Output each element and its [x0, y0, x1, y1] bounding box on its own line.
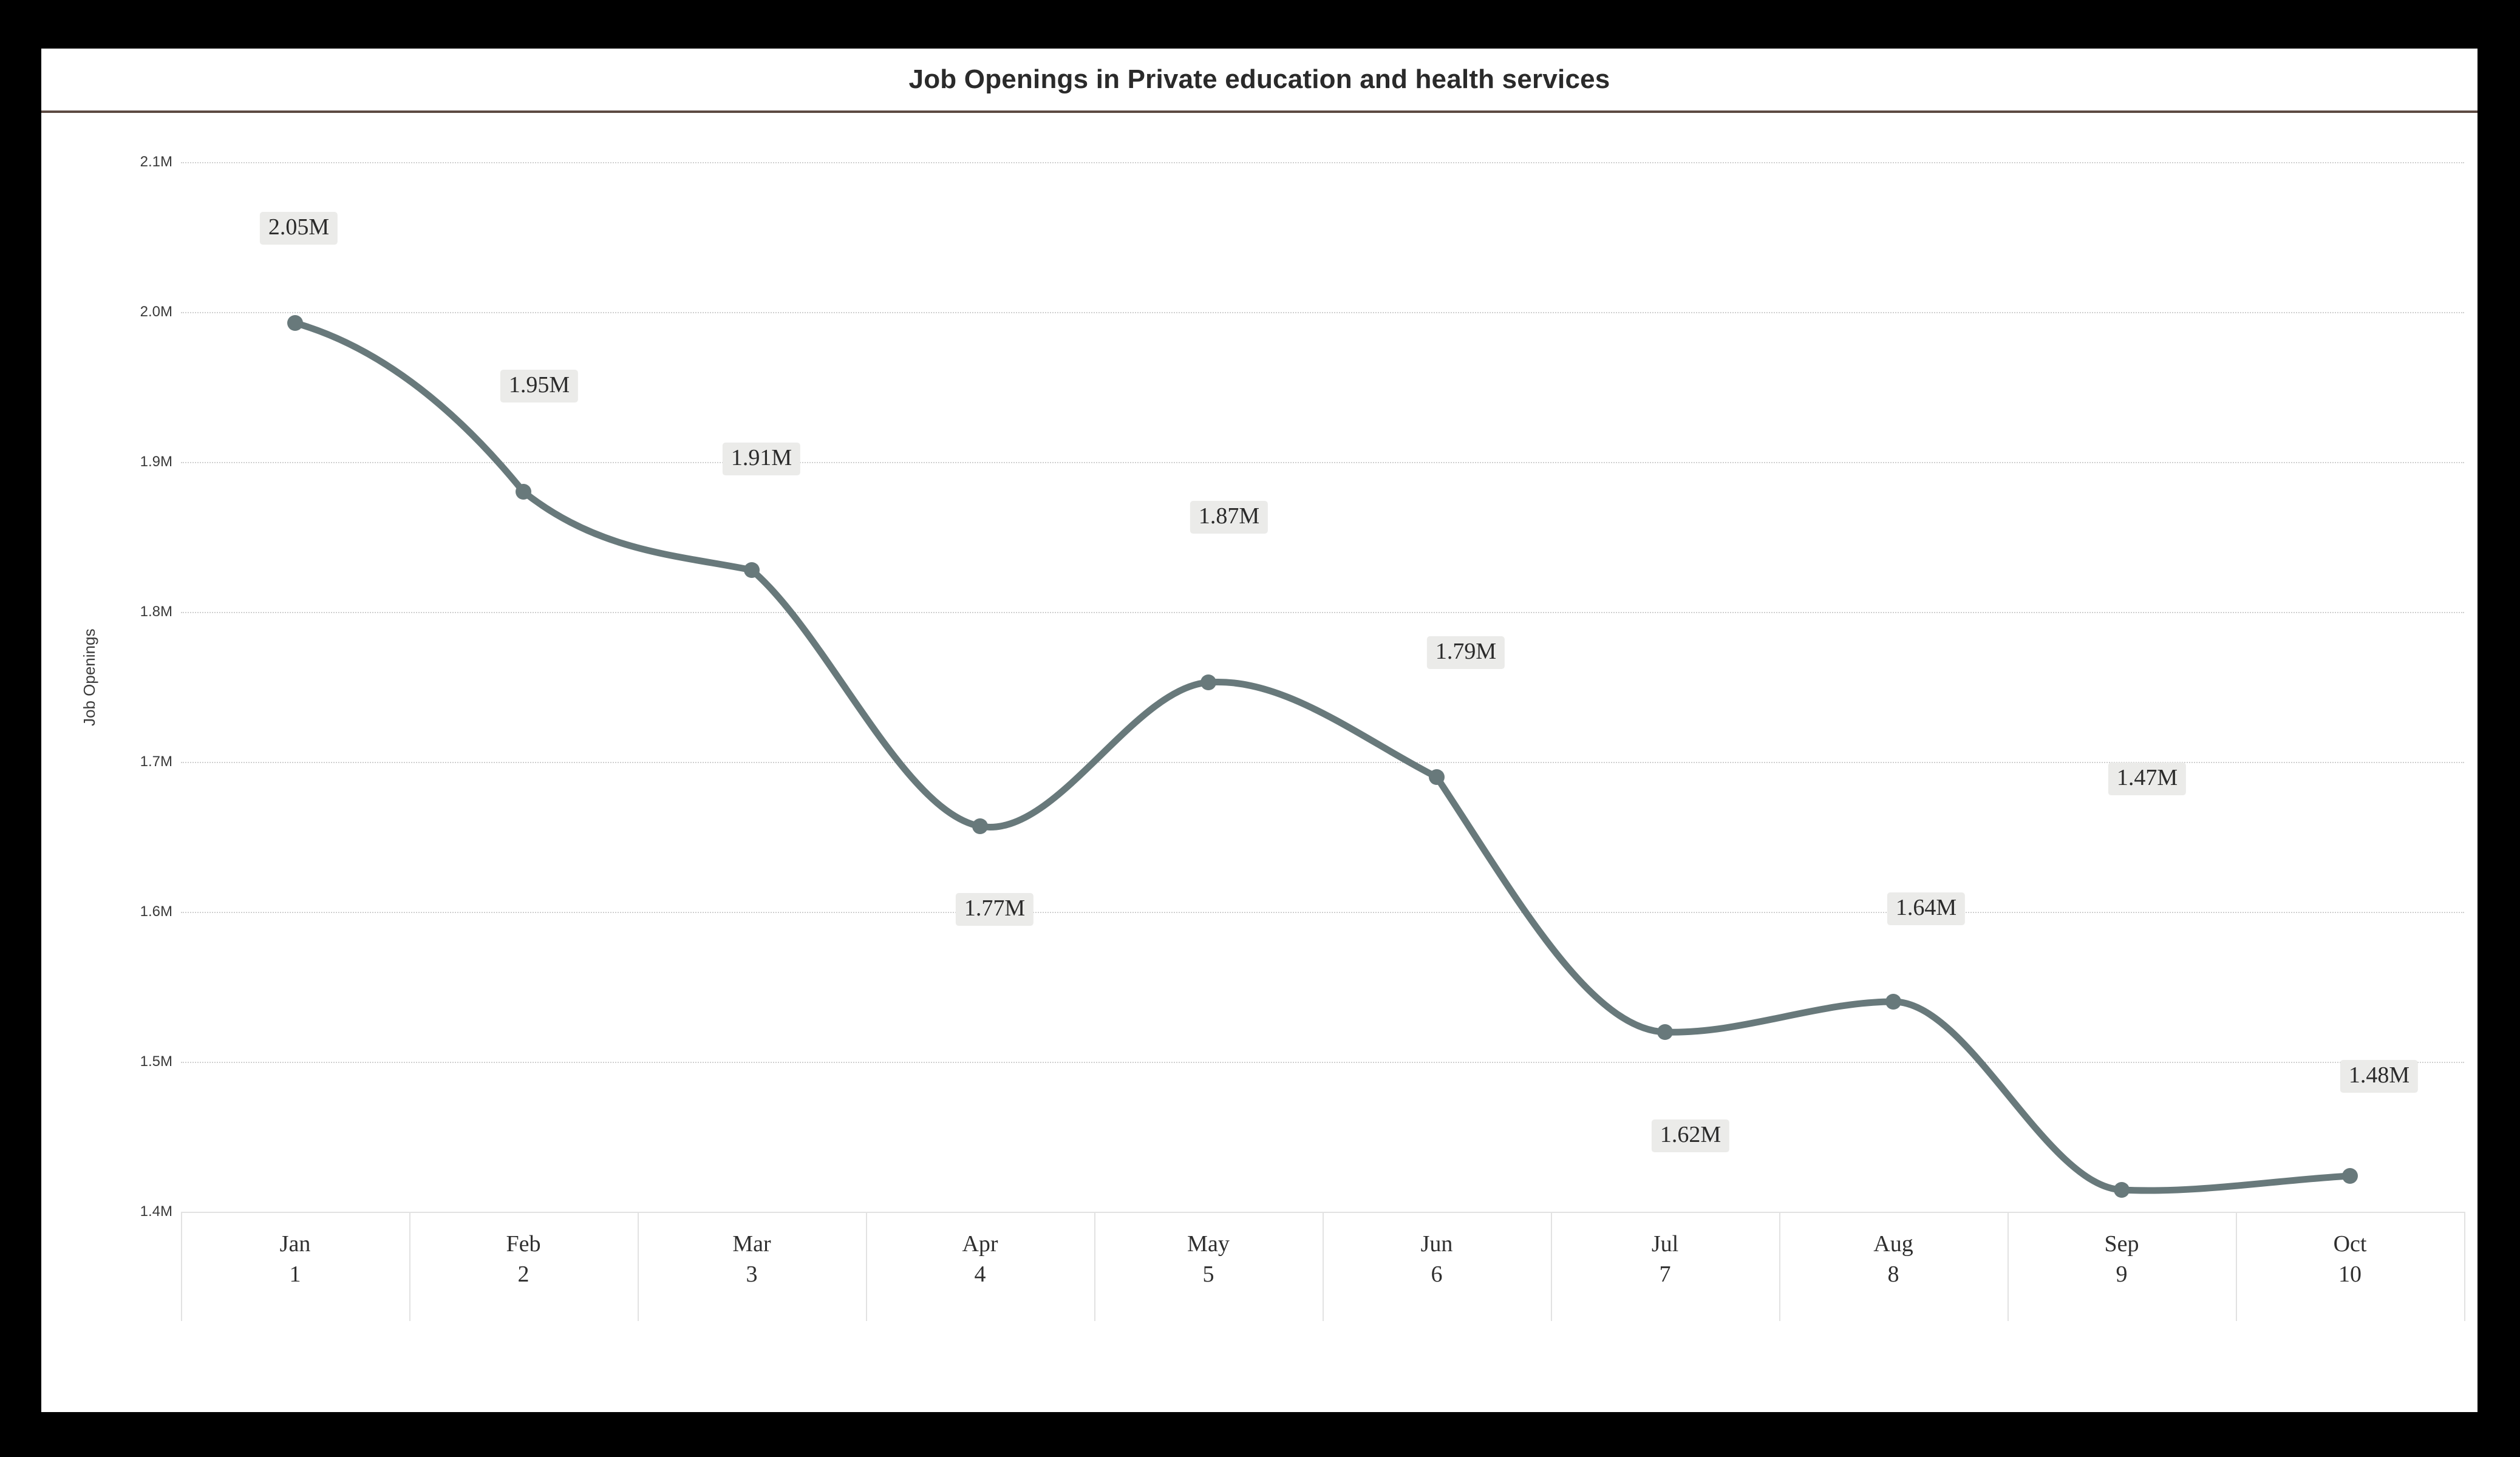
y-tick-label: 1.9M	[140, 453, 172, 470]
data-point	[744, 562, 760, 578]
data-point	[2342, 1168, 2358, 1184]
data-label: 1.48M	[2340, 1060, 2418, 1093]
data-label: 1.91M	[723, 443, 800, 475]
x-tick-month: Jul	[1651, 1231, 1679, 1257]
x-tick-index: 6	[1431, 1262, 1443, 1288]
data-point	[1200, 674, 1216, 690]
data-label: 1.62M	[1652, 1119, 1729, 1152]
y-tick-label: 2.1M	[140, 154, 172, 170]
page-title: Job Openings in Private education and health services	[908, 64, 1610, 94]
data-label: 1.95M	[500, 370, 578, 402]
chart-card	[41, 49, 2477, 1412]
y-tick-label: 1.7M	[140, 753, 172, 770]
series-line	[295, 323, 2350, 1190]
data-label: 1.87M	[1190, 501, 1268, 534]
data-point	[972, 818, 988, 834]
data-point	[2114, 1182, 2130, 1198]
y-tick-label: 1.4M	[140, 1203, 172, 1220]
y-tick-label: 2.0M	[140, 304, 172, 320]
x-tick-month: Sep	[2104, 1231, 2139, 1257]
x-tick-month: Aug	[1873, 1231, 1913, 1257]
x-tick-index: 3	[746, 1262, 758, 1288]
x-tick-month: Jun	[1420, 1231, 1453, 1257]
x-tick-index: 2	[517, 1262, 530, 1288]
y-tick-label: 1.8M	[140, 603, 172, 620]
data-point	[287, 315, 303, 331]
data-label: 1.77M	[956, 893, 1034, 926]
x-tick-index: 9	[2116, 1262, 2128, 1288]
x-tick-month: May	[1187, 1231, 1230, 1257]
data-point	[1885, 994, 1901, 1010]
data-label: 2.05M	[260, 212, 338, 245]
x-tick-index: 8	[1887, 1262, 1899, 1288]
data-label: 1.47M	[2108, 762, 2186, 795]
data-point	[1429, 769, 1445, 785]
y-axis-label: Job Openings	[80, 628, 98, 726]
chart-title-bar	[41, 49, 2477, 113]
x-tick-index: 7	[1659, 1262, 1671, 1288]
data-point	[1657, 1024, 1673, 1040]
x-tick-index: 10	[2338, 1262, 2362, 1288]
y-tick-label: 1.5M	[140, 1053, 172, 1070]
x-tick-month: Apr	[962, 1231, 998, 1257]
y-tick-label: 1.6M	[140, 903, 172, 920]
x-tick-month: Jan	[279, 1231, 311, 1257]
data-point	[516, 484, 531, 500]
plot-area	[41, 113, 2477, 1412]
x-tick-month: Feb	[506, 1231, 541, 1257]
data-label: 1.64M	[1887, 892, 1965, 925]
data-label: 1.79M	[1427, 636, 1505, 669]
x-tick-index: 1	[289, 1262, 301, 1288]
x-tick-month: Oct	[2333, 1231, 2367, 1257]
x-tick-index: 4	[974, 1262, 986, 1288]
x-tick-month: Mar	[732, 1231, 771, 1257]
x-tick-index: 5	[1202, 1262, 1214, 1288]
